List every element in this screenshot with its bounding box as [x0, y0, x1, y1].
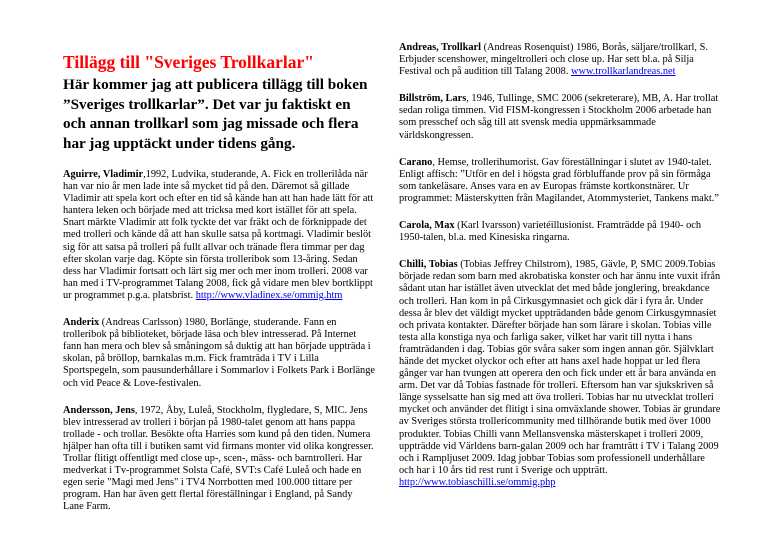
entry-name: Billström, Lars	[399, 93, 467, 105]
entry-text: (Karl Ivarsson) varietéillusionist. Framträdde på 1940- och 1950-talen, bl.a. med Kinesiska ringarna.	[399, 220, 702, 244]
left-column	[63, 0, 375, 528]
entry-text: , 1972, Åby, Luleå, Stockholm, flygledare, S, MIC. Jens blev intresserad av trolleri i början på 1980-talet genom att hans pappa trollade - och trollar. Besökte ofta Harries som kund på den tiden. Numera hjälper han ofta till i butiken samt vid firmans monter vid olika kongresser. Trollar flitigt offentligt med close up-, scen-, mäss- och barntrolleri. Har medverkat i Tv-programmet Solsta Café, SVT:s Café Luleå och hade en egen serie "Magi med Jens" i TV4 Norrbotten med 100.000 tittare per program. Han har även gett flertal föreställningar i England, på Sandy Lane Farm.	[63, 404, 374, 513]
entry-text: , Hemse, trollerihumorist. Gav föreställningar i slutet av 1940-talet. Enligt affisch: ”Utför en del i högsta grad förbluffande prov på sin förmåga som tankeläsare. Anses vara en av Europas främste kortkonstnärer. Ur programmet: Mästerskytten från Magilandet, Atommysteriet, Tankens makt.”	[399, 156, 719, 204]
entry-text: (Tobias Jeffrey Chilstrom), 1985, Gävle, P, SMC 2009.Tobias började redan som barn med akrobatiska konster och har ännu inte vuxit ifrån sådant utan har istället även utvecklat det med både jonglering, breakdance och trolleri. Han kom in på Cirkusgymnasiet och gick där i fyra år. Under dessa år blev det väldigt mycket uppträdanden både genom Cirkusgymnasiet och privata kontakter. Därefter började han som lärare i skolan. Tobias ville testa alla konstiga nya och farliga saker, vilket har varit till nytta i hans framträdanden i dag. Tobias gör svåra saker som ingen annan gör. Självklart hände det mycket olyckor och efter att hans axel hade hoppat ur led flera gånger var han tvungen att operera den och fick under ett år bara använda en arm. Det var då Tobias fastnade för trolleri. Eftersom han var sjukskriven så länge sysselsatte han sig med att öva trolleri. Tobias har nu utvecklat trolleri mycket och använder det flitigt i sina omväxlande shower. Tobias är grundare av Sveriges största trollericommunity med tillhörande butik med över 1000 produkter. Tobias Chilli vann Mellansvenska mästerskapet i trolleri 2009, uppträdde vid Världens barn-galan 2009 och har framträtt i TV i Talang 2009 och i Rampljuset 2009. Idag jobbar Tobias som professionell underhållare och har i 10 års tid rest runt i Sverige och uppträtt.	[399, 259, 721, 476]
entry-chilli	[399, 259, 721, 489]
entry-name: Aguirre, Vladimir	[63, 169, 144, 180]
entry-name: Andreas, Trollkarl	[399, 42, 481, 53]
entry-name: Chilli, Tobias	[399, 259, 458, 271]
entry-link[interactable]: www.trollkarlandreas.net	[571, 66, 676, 78]
entry-andersson	[63, 405, 375, 514]
entry-name: Anderix	[63, 317, 100, 329]
entry-billstrom	[399, 93, 721, 141]
entry-name: Carola, Max	[399, 220, 455, 232]
intro-text: Här kommer jag att publicera tillägg till boken ”Sveriges trollkarlar”. Det var ju faktiskt en och annan trollkarl som jag missade och flera har jag upptäckt under tidens gång.	[63, 76, 368, 152]
entry-name: Carano	[399, 156, 433, 168]
entry-carano	[399, 157, 721, 205]
entry-anderix	[63, 317, 375, 390]
entry-name: Andersson, Jens	[63, 404, 135, 416]
entry-text: , 1946, Tullinge, SMC 2006 (sekreterare), MB, A. Har trollat sedan roliga timmen. Vid FISM-kongressen i Stockholm 2006 arbetade han som presschef och såg till att svensk media uppmärksammade världskongressen.	[399, 93, 719, 141]
entry-aguirre	[63, 169, 375, 302]
entry-text: (Andreas Carlsson) 1980, Borlänge, studerande. Fann en trolleribok på biblioteket, började läsa och blev intresserad. På Internet fann han mera och blev så småningom så duktig att han började uppträda i skolan, på bröllop, barnkalas m.m. Fick framträda i TV i Lilla Sportspegeln, som pausunderhållare i Sommarlov i Folkets Park i Borlänge och vid Peace & Love-festivalen.	[63, 317, 375, 389]
page-title: Tillägg till "Sveriges Trollkarlar"	[63, 52, 314, 72]
right-column	[399, 0, 721, 504]
entry-text: ,1992, Ludvika, studerande, A. Fick en trollerilåda när han var nio år men lade inte så mycket tid på den. Däremot så gillade Vladimir att spela kort och efter en tid så kände han att han hade lätt för att hantera leken och började med att tricksa med kort istället för att spela. Snart märkte Vladimir att folk tyckte det var fräkt och de förknippade det med trolleri och kände då att han skulle satsa på kortmagi. Vladimir beslöt sig för att satsa på trolleri på fullt allvar och tränade flera timmar per dag efter skolan varje dag. Köpte sin första trolleribok som 13-åring. Sedan dess har Vladimir fortsatt och lärt sig mer och mer inom trolleri. 2008 var han med i TV-programmet Talang 2008, fick gå vidare men blev bortklippt ur programmet p.g.a. platsbrist.	[63, 169, 374, 301]
entry-carola	[399, 220, 721, 244]
entry-link[interactable]: http://www.vladinex.se/ommig.htm	[195, 289, 343, 301]
entry-text: (Andreas Rosenquist) 1986, Borås, säljare/trollkarl, S. Erbjuder scenshower, mingeltrolleri och close up. Har sett bl.a. på Silja Festival och på audition till Talang 2008.	[399, 42, 708, 78]
entry-andreas	[399, 42, 721, 78]
entry-link[interactable]: http://www.tobiaschilli.se/ommig.php	[399, 476, 556, 488]
